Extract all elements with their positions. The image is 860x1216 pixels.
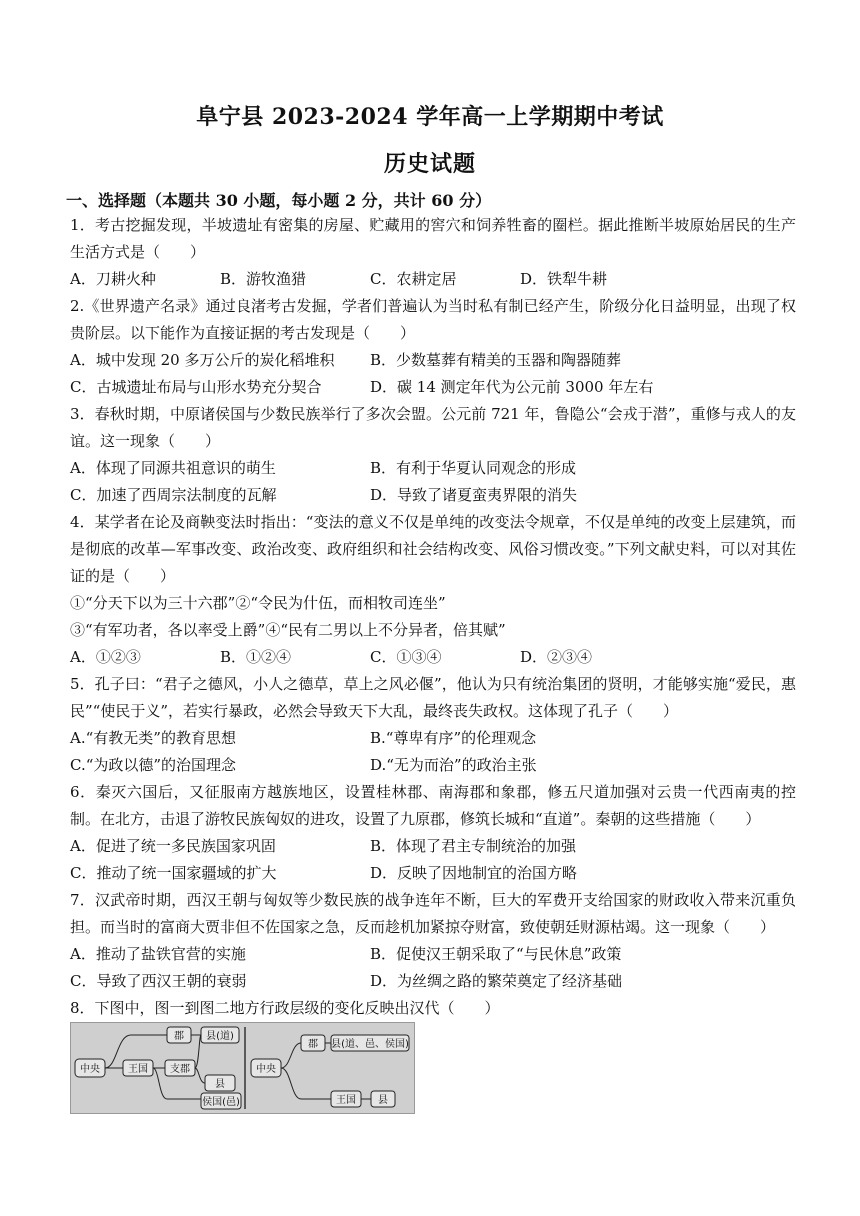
question-4-source-1: ①“分天下以为三十六郡”②“令民为什伍，而相牧司连坐” <box>70 594 446 612</box>
question-5-options-row2 <box>70 752 796 779</box>
option-d: D．导致了诸夏蛮夷界限的消失 <box>370 486 578 504</box>
option-a: A．刀耕火种 <box>70 270 156 288</box>
question-7-options-row1 <box>70 941 796 968</box>
question-2-stem: 2.《世界遗产名录》通过良渚考古发掘，学者们普遍认为当时私有制已经产生，阶级分化日益明显，出现了权贵阶层。以下能作为直接证据的考古发现是（ ） <box>70 297 796 342</box>
label-left-commandery: 郡 <box>174 1031 184 1042</box>
option-c: C．农耕定居 <box>370 270 457 288</box>
option-a: A．体现了同源共祖意识的萌生 <box>70 459 276 477</box>
question-7-options-row2 <box>70 968 796 995</box>
edge-subcommandery-county-mid <box>195 1068 205 1083</box>
question-6-options-row2 <box>70 860 796 887</box>
question-3-options-row2 <box>70 482 796 509</box>
option-a: A．①②③ <box>70 648 141 666</box>
hierarchy-diagram <box>71 1023 414 1113</box>
option-d: D．为丝绸之路的繁荣奠定了经济基础 <box>370 972 623 990</box>
question-8-stem: 8．下图中，图一到图二地方行政层级的变化反映出汉代（ ） <box>70 999 500 1017</box>
question-4-source-2: ③“有军功者，各以率受上爵”④“民有二男以上不分异者，倍其赋” <box>70 621 506 639</box>
label-left-marquisate: 侯国(邑) <box>202 1097 240 1108</box>
figure-one <box>75 1027 241 1109</box>
edge-subcommandery-county-top <box>195 1035 201 1068</box>
option-a: A.“有教无类”的教育思想 <box>70 729 236 747</box>
label-left-county-mid: 县 <box>215 1079 225 1090</box>
question-list <box>70 212 796 1022</box>
option-c: C．推动了统一国家疆域的扩大 <box>70 864 277 882</box>
option-d: D．②③④ <box>520 648 593 666</box>
label-left-sub-commandery: 支郡 <box>170 1064 190 1075</box>
question-2-options-row1 <box>70 347 796 374</box>
label-right-county-top: 县(道、邑、侯国) <box>331 1039 409 1050</box>
option-a: A．城中发现 20 多万公斤的炭化稻堆积 <box>70 351 335 369</box>
option-b: B．有利于华夏认同观念的形成 <box>370 459 577 477</box>
exam-title: 阜宁县 2023-2024 学年高一上学期期中考试 <box>196 104 664 130</box>
question-2-options-row2 <box>70 374 796 401</box>
section-heading: 一、选择题（本题共 30 小题，每小题 2 分，共计 60 分） <box>66 191 492 210</box>
label-left-kingdom: 王国 <box>128 1064 148 1075</box>
option-a: A．推动了盐铁官营的实施 <box>70 945 246 963</box>
question-1-options <box>70 266 796 293</box>
option-b: B．游牧渔猎 <box>220 270 307 288</box>
option-d: D．碳 14 测定年代为公元前 3000 年左右 <box>370 378 654 396</box>
label-left-center: 中央 <box>80 1064 100 1075</box>
edge-right-center-commandery <box>281 1043 301 1068</box>
edge-right-center-kingdom <box>281 1068 331 1099</box>
question-4-stem: 4．某学者在论及商鞅变法时指出：“变法的意义不仅是单纯的改变法令规章，不仅是单纯的改变上层建筑，而是彻底的改革—军事改变、政治改变、政府组织和社会结构改变、风俗习惯改变。”下列文献史料，可以对其佐证的是（ ） <box>70 513 796 585</box>
exam-subtitle: 历史试题 <box>383 151 476 177</box>
question-5-options-row1 <box>70 725 796 752</box>
administrative-hierarchy-figure <box>70 1022 415 1114</box>
option-b: B.“尊卑有序”的伦理观念 <box>370 729 537 747</box>
option-c: C．古城遗址布局与山形水势充分契合 <box>70 378 322 396</box>
option-b: B．促使汉王朝采取了“与民休息”政策 <box>370 945 622 963</box>
label-right-center: 中央 <box>256 1064 276 1075</box>
question-7-stem: 7．汉武帝时期，西汉王朝与匈奴等少数民族的战争连年不断，巨大的军费开支给国家的财政收入带来沉重负担。而当时的富商大贾非但不佐国家之急，反而趁机加紧掠夺财富，致使朝廷财源枯竭。这一现象（ ） <box>70 891 796 936</box>
question-5-stem: 5．孔子曰：“君子之德风，小人之德草，草上之风必偃”，他认为只有统治集团的贤明，才能够实施“爱民，惠民”“使民于义”，若实行暴政，必然会导致天下大乱，最终丧失政权。这体现了孔子（ ） <box>70 675 796 720</box>
label-right-commandery: 郡 <box>308 1039 318 1050</box>
option-d: D．铁犁牛耕 <box>520 270 608 288</box>
option-c: C．导致了西汉王朝的衰弱 <box>70 972 247 990</box>
question-3-options-row1 <box>70 455 796 482</box>
option-b: B．少数墓葬有精美的玉器和陶器随葬 <box>370 351 622 369</box>
question-4-options <box>70 644 796 671</box>
question-6-stem: 6．秦灭六国后，又征服南方越族地区，设置桂林郡、南海郡和象郡，修五尺道加强对云贵一代西南夷的控制。在北方，击退了游牧民族匈奴的进攻，设置了九原郡，修筑长城和“直道”。秦朝的这些措施（ ） <box>70 783 796 828</box>
label-left-county-top: 县(道) <box>206 1031 234 1042</box>
label-right-county-bottom: 县 <box>378 1095 388 1106</box>
option-d: D．反映了因地制宜的治国方略 <box>370 864 578 882</box>
option-a: A．促进了统一多民族国家巩固 <box>70 837 276 855</box>
option-b: B．①②④ <box>220 648 292 666</box>
question-3-stem: 3．春秋时期，中原诸侯国与少数民族举行了多次会盟。公元前 721 年，鲁隐公“会戎于潜”，重修与戎人的友谊。这一现象（ ） <box>70 405 796 450</box>
option-d: D.“无为而治”的政治主张 <box>370 756 537 774</box>
option-c: C．加速了西周宗法制度的瓦解 <box>70 486 277 504</box>
label-right-kingdom: 王国 <box>336 1095 356 1106</box>
question-1-stem: 1．考古挖掘发现，半坡遗址有密集的房屋、贮藏用的窖穴和饲养牲畜的圈栏。据此推断半坡原始居民的生产生活方式是（ ） <box>70 216 796 261</box>
option-b: B．体现了君主专制统治的加强 <box>370 837 577 855</box>
option-c: C．①③④ <box>370 648 442 666</box>
option-c: C.“为政以德”的治国理念 <box>70 756 237 774</box>
figure-two <box>251 1035 409 1107</box>
question-6-options-row1 <box>70 833 796 860</box>
